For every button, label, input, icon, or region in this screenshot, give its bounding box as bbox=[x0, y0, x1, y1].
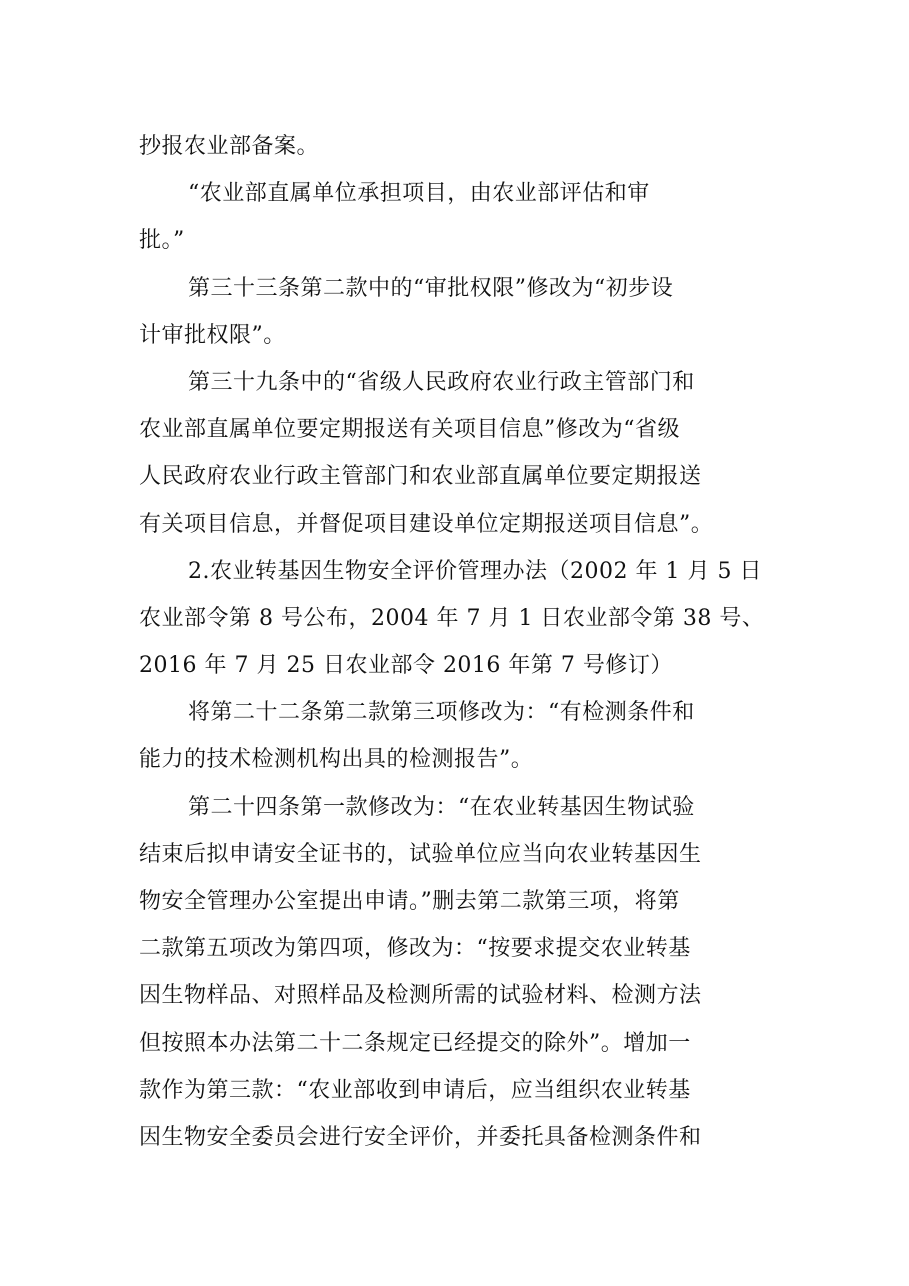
text-line: 计审批权限”。 bbox=[139, 322, 286, 348]
text-line: 有关项目信息，并督促项目建设单位定期报送项目信息”。 bbox=[139, 511, 714, 537]
text-line: 结束后拟申请安全证书的，试验单位应当向农业转基因生 bbox=[139, 841, 702, 867]
text-line: 款作为第三款：“农业部收到申请后，应当组织农业转基 bbox=[139, 1077, 691, 1103]
text-line: 2.农业转基因生物安全评价管理办法（2002 年 1 月 5 日 bbox=[188, 558, 762, 584]
text-line: 抄报农业部备案。 bbox=[139, 134, 320, 159]
text-line: 将第二十二条第二款第三项修改为：“有检测条件和 bbox=[188, 700, 695, 726]
text-line: 因生物样品、对照样品及检测所需的试验材料、检测方法 bbox=[139, 983, 702, 1009]
text-line: 但按照本办法第二十二条规定已经提交的除外”。增加一 bbox=[139, 1030, 691, 1056]
text-line: 因生物安全委员会进行安全评价，并委托具备检测条件和 bbox=[139, 1124, 702, 1150]
text-line: 批。” bbox=[139, 228, 185, 254]
text-line: 物安全管理办公室提出申请。”删去第二款第三项，将第 bbox=[139, 889, 680, 914]
text-line: 能力的技术检测机构出具的检测报告”。 bbox=[139, 747, 534, 773]
text-line: 第三十三条第二款中的“审批权限”修改为“初步设 bbox=[188, 275, 674, 301]
text-line: 二款第五项改为第四项，修改为：“按要求提交农业转基 bbox=[139, 936, 691, 962]
text-line: 2016 年 7 月 25 日农业部令 2016 年第 7 号修订） bbox=[139, 653, 673, 679]
text-line: 农业部直属单位要定期报送有关项目信息”修改为“省级 bbox=[139, 417, 680, 443]
document-body bbox=[139, 123, 779, 1161]
text-line: “农业部直属单位承担项目，由农业部评估和审 bbox=[188, 181, 650, 207]
text-line: 第二十四条第一款修改为：“在农业转基因生物试验 bbox=[188, 794, 695, 820]
text-line: 农业部令第 8 号公布，2004 年 7 月 1 日农业部令第 38 号、 bbox=[139, 605, 765, 631]
text-line: 第三十九条中的“省级人民政府农业行政主管部门和 bbox=[188, 369, 695, 395]
text-line: 人民政府农业行政主管部门和农业部直属单位要定期报送 bbox=[139, 464, 702, 490]
